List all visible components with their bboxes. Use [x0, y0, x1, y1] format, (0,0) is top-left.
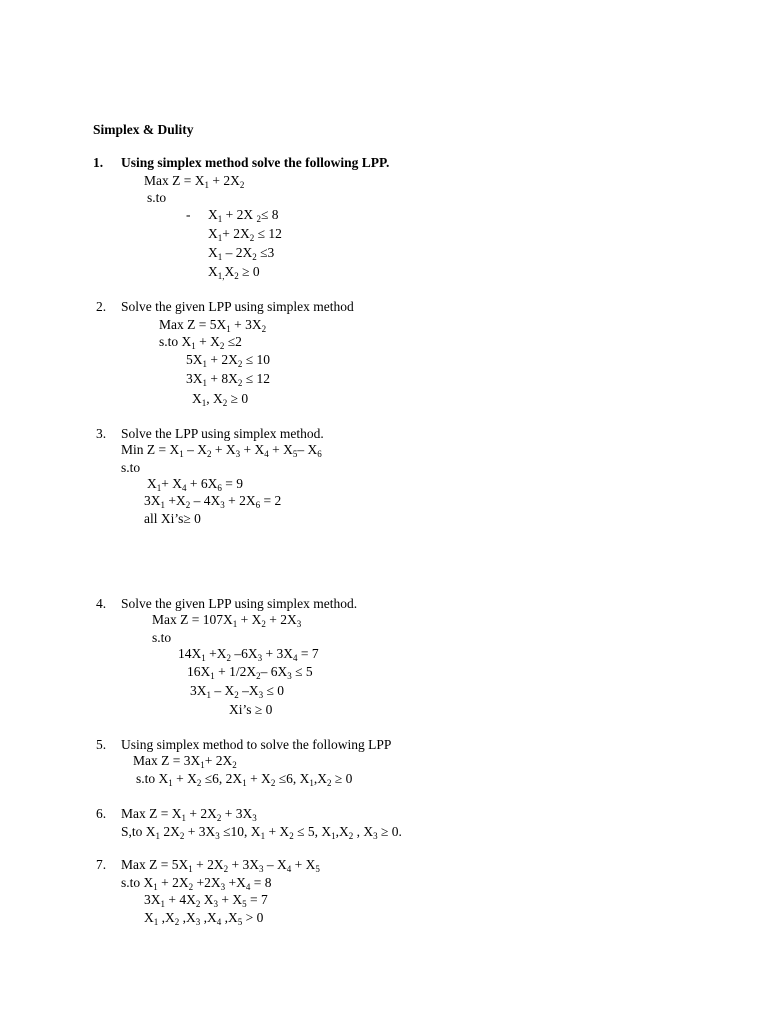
equation-text: ,X — [221, 910, 238, 925]
subscript: 1 — [155, 831, 161, 841]
problem-1-line — [186, 208, 191, 222]
problem-5-line — [136, 772, 352, 786]
subscript: 1 — [206, 690, 211, 700]
equation-text: X — [208, 226, 218, 241]
problem-7-line — [144, 911, 263, 925]
problem-4-line — [187, 665, 313, 679]
equation-text: + 2X — [265, 612, 297, 627]
subscript: 1 — [160, 500, 165, 510]
subscript: 1 — [168, 778, 173, 788]
equation-text: –6X — [231, 646, 258, 661]
equation-text: ,X — [200, 910, 217, 925]
subscript: 3 — [373, 831, 378, 841]
equation-text: – 6X — [260, 664, 288, 679]
equation-text: 3X — [186, 371, 203, 386]
equation-text: X — [192, 391, 202, 406]
equation-text: X — [208, 207, 218, 222]
subscript: 2 — [226, 653, 231, 663]
subscript: 2 — [234, 690, 239, 700]
equation-text: Xi’s ≥ 0 — [229, 702, 273, 717]
subscript: 1 — [204, 180, 209, 190]
equation-text: – 2X — [222, 245, 253, 260]
equation-text: ≤ 12 — [254, 226, 282, 241]
problem-4-line — [178, 647, 319, 661]
equation-text: + 3X — [262, 646, 293, 661]
equation-text: – X — [183, 442, 207, 457]
problem-3-line — [147, 477, 243, 491]
subscript: 1 — [260, 831, 266, 841]
equation-text: - — [186, 207, 191, 222]
problem-7-line — [144, 893, 268, 907]
equation-text: X — [208, 264, 218, 279]
subscript: 2 — [289, 831, 294, 841]
equation-text: ≥ 0 — [227, 391, 249, 406]
equation-text: 16X — [187, 664, 211, 679]
equation-text: – X — [211, 683, 235, 698]
subscript: 1 — [179, 449, 184, 459]
equation-text: + X — [246, 771, 271, 786]
subscript: 1 — [217, 233, 223, 243]
subscript: 1, — [217, 271, 225, 281]
equation-text: ≤6, X — [275, 771, 310, 786]
problem-5-line — [133, 754, 237, 768]
subscript: 2 — [195, 899, 201, 909]
equation-text: all Xi’s≥ 0 — [144, 511, 201, 526]
equation-text: ≤10, X — [219, 824, 261, 839]
subscript: 3 — [235, 449, 241, 459]
subscript: 4 — [293, 653, 298, 663]
equation-text: –X — [238, 683, 259, 698]
equation-text: + X — [218, 892, 243, 907]
equation-text: +X — [205, 646, 227, 661]
problem-6-line — [121, 825, 402, 839]
problem-1-line — [208, 227, 282, 241]
problem-6-line — [121, 807, 257, 821]
subscript: 2 — [232, 760, 237, 770]
equation-text: s.to X — [159, 334, 192, 349]
equation-text: ≤ 0 — [263, 683, 285, 698]
subscript: 3 — [258, 864, 264, 874]
subscript: 1 — [232, 619, 238, 629]
subscript: 1 — [202, 378, 207, 388]
subscript: 2 — [252, 252, 257, 262]
problem-3-line — [121, 443, 322, 457]
problem-7-line — [121, 876, 272, 890]
equation-text: , X — [206, 391, 223, 406]
equation-text: 5X — [186, 352, 203, 367]
equation-text: ,X — [158, 910, 175, 925]
problem-2-line — [159, 335, 242, 349]
problem-2-line — [186, 353, 270, 367]
equation-text: s.to — [152, 630, 172, 645]
equation-text: – 4X — [190, 493, 221, 508]
subscript: 4 — [286, 864, 292, 874]
subscript: 2 — [219, 341, 225, 351]
equation-text: Max Z = 5X — [121, 857, 189, 872]
equation-text: +X — [165, 493, 186, 508]
equation-text: X — [224, 264, 235, 279]
subscript: 5 — [237, 917, 243, 927]
problem-1-line — [147, 191, 166, 205]
problem-2-line — [192, 392, 248, 406]
equation-text: + X — [211, 442, 236, 457]
subscript: 1 — [226, 324, 231, 334]
equation-text: + 3X — [228, 857, 259, 872]
equation-text: + 2X — [192, 857, 224, 872]
equation-text: + X — [172, 771, 197, 786]
subscript: 2 — [234, 271, 239, 281]
problem-4-heading: Solve the given LPP using simplex method. — [121, 596, 358, 611]
subscript: 3 — [220, 500, 225, 510]
problem-1-line — [208, 265, 260, 279]
subscript: 2 — [261, 324, 267, 334]
problem-1-heading: Using simplex method solve the following LPP. — [121, 155, 390, 170]
equation-text: + 8X — [207, 371, 238, 386]
equation-text: ≤ 12 — [242, 371, 271, 386]
equation-text: +X — [225, 875, 246, 890]
subscript: 1 — [188, 864, 193, 874]
equation-text: X — [200, 892, 214, 907]
subscript: 1 — [309, 778, 314, 788]
equation-text: + 2X — [208, 173, 240, 188]
subscript: 2 — [239, 180, 245, 190]
equation-text: ,X — [335, 824, 349, 839]
subscript: 3 — [215, 831, 220, 841]
subscript: 4 — [264, 449, 269, 459]
equation-text: Max Z = 3X — [133, 753, 201, 768]
subscript: 1 — [153, 882, 158, 892]
equation-text: ≤ 5, X — [293, 824, 332, 839]
equation-text: s.to — [147, 190, 167, 205]
subscript: 2 — [326, 778, 332, 788]
problem-2-line — [159, 318, 266, 332]
subscript: 6 — [217, 483, 222, 493]
equation-text: + 1/2X — [214, 664, 257, 679]
equation-text: > 0 — [242, 910, 264, 925]
equation-text: + X — [195, 334, 220, 349]
subscript: 2 — [237, 378, 243, 388]
equation-text: 3X — [144, 493, 161, 508]
problem-4-number: 4. — [96, 596, 107, 611]
problem-5-heading: Using simplex method to solve the following LPP — [121, 737, 392, 752]
equation-text: + 6X — [186, 476, 218, 491]
problem-1-number: 1. — [93, 155, 104, 170]
equation-text: ≤2 — [224, 334, 242, 349]
problem-7-number: 7. — [96, 857, 107, 872]
equation-text: ,X — [179, 910, 196, 925]
subscript: 2 — [237, 359, 243, 369]
equation-text: ≥ 0 — [238, 264, 260, 279]
equation-text: ≥ 0. — [377, 824, 402, 839]
equation-text: X — [144, 910, 154, 925]
subscript: 4 — [216, 917, 222, 927]
equation-text: + 2X — [224, 493, 256, 508]
equation-text: + 4X — [165, 892, 196, 907]
subscript: 2 — [196, 778, 202, 788]
problem-3-line — [121, 461, 140, 475]
document-title: Simplex & Dulity — [93, 122, 194, 137]
equation-text: X — [208, 245, 218, 260]
equation-text: Max Z = X — [144, 173, 205, 188]
equation-text: 2X — [160, 824, 180, 839]
subscript: 2 — [223, 864, 229, 874]
subscript: 2 — [256, 214, 261, 224]
equation-text: = 9 — [221, 476, 243, 491]
equation-text: + 3X — [184, 824, 216, 839]
subscript: 1 — [201, 653, 206, 663]
subscript: 2 — [249, 233, 255, 243]
equation-text: = 7 — [246, 892, 268, 907]
problem-3-line — [144, 494, 281, 508]
subscript: 1 — [217, 252, 223, 262]
equation-text: = 2 — [260, 493, 282, 508]
subscript: 3 — [195, 917, 201, 927]
subscript: 1 — [331, 831, 336, 841]
equation-text: + 2X — [157, 875, 189, 890]
problem-3-number: 3. — [96, 426, 107, 441]
equation-text: ≤3 — [256, 245, 275, 260]
equation-text: + X — [237, 612, 262, 627]
subscript: 2 — [207, 449, 212, 459]
problem-7-line — [121, 858, 320, 872]
subscript: 6 — [255, 500, 261, 510]
equation-text: + 2X — [207, 352, 238, 367]
subscript: 2 — [216, 813, 222, 823]
equation-text: + 3X — [221, 806, 253, 821]
subscript: 3 — [213, 899, 218, 909]
equation-text: + 2X — [185, 806, 217, 821]
problem-2-line — [186, 372, 270, 386]
equation-text: + X — [291, 857, 316, 872]
subscript: 1 — [181, 813, 186, 823]
equation-text: Max Z = 5X — [159, 317, 227, 332]
equation-text: ≥ 0 — [331, 771, 353, 786]
subscript: 2 — [348, 831, 354, 841]
subscript: 2 — [174, 917, 180, 927]
subscript: 4 — [182, 483, 187, 493]
subscript: 3 — [296, 619, 302, 629]
problem-5-number: 5. — [96, 737, 107, 752]
subscript: 2 — [188, 882, 194, 892]
subscript: 1 — [242, 778, 247, 788]
equation-text: = 7 — [297, 646, 319, 661]
subscript: 5 — [292, 449, 298, 459]
equation-text: ≤ 8 — [261, 207, 279, 222]
subscript: 1 — [200, 760, 205, 770]
subscript: 2 — [261, 619, 266, 629]
equation-text: +2X — [193, 875, 221, 890]
subscript: 6 — [317, 449, 322, 459]
equation-text: s.to X — [136, 771, 169, 786]
subscript: 2 — [270, 778, 276, 788]
subscript: 2 — [256, 671, 261, 681]
subscript: 4 — [245, 882, 251, 892]
equation-text: + 2X — [222, 207, 257, 222]
equation-text: ≤6, 2X — [201, 771, 243, 786]
equation-text: + 2X — [222, 226, 250, 241]
problem-1-line — [208, 208, 279, 222]
equation-text: X — [147, 476, 157, 491]
equation-text: s.to — [121, 460, 141, 475]
subscript: 1 — [160, 899, 165, 909]
equation-text: + X — [161, 476, 182, 491]
equation-text: s.to X — [121, 875, 154, 890]
equation-text: S,to X — [121, 824, 156, 839]
equation-text: + 3X — [230, 317, 262, 332]
equation-text: – X — [263, 857, 287, 872]
equation-text: 14X — [178, 646, 202, 661]
problem-2-number: 2. — [96, 299, 107, 314]
problem-3-heading: Solve the LPP using simplex method. — [121, 426, 324, 441]
equation-text: Max Z = 107X — [152, 612, 233, 627]
problem-1-line — [208, 246, 274, 260]
equation-text: ,X — [313, 771, 327, 786]
subscript: 2 — [222, 398, 228, 408]
subscript: 1 — [153, 917, 159, 927]
problem-6-number: 6. — [96, 806, 107, 821]
subscript: 2 — [185, 500, 191, 510]
equation-text: ≤ 10 — [242, 352, 271, 367]
equation-text: 3X — [190, 683, 207, 698]
equation-text: ≤ 5 — [291, 664, 313, 679]
subscript: 5 — [315, 864, 320, 874]
subscript: 5 — [242, 899, 247, 909]
problem-3-line — [144, 512, 201, 526]
equation-text: + X — [265, 824, 290, 839]
subscript: 3 — [252, 813, 257, 823]
equation-text: – X — [297, 442, 318, 457]
subscript: 2 — [179, 831, 185, 841]
equation-text: Max Z = X — [121, 806, 182, 821]
equation-text: + 2X — [204, 753, 233, 768]
subscript: 1 — [191, 341, 196, 351]
subscript: 1 — [156, 483, 162, 493]
subscript: 3 — [220, 882, 226, 892]
problem-1-line — [144, 174, 244, 188]
equation-text: , X — [353, 824, 374, 839]
equation-text: + X — [240, 442, 265, 457]
subscript: 3 — [287, 671, 292, 681]
problem-4-line — [229, 703, 272, 717]
equation-text: = 8 — [250, 875, 272, 890]
equation-text: Min Z = X — [121, 442, 180, 457]
equation-text: + X — [268, 442, 293, 457]
subscript: 1 — [217, 214, 223, 224]
problem-2-heading: Solve the given LPP using simplex method — [121, 299, 354, 314]
subscript: 3 — [257, 653, 263, 663]
equation-text: 3X — [144, 892, 161, 907]
problem-4-line — [152, 631, 171, 645]
subscript: 1 — [202, 359, 207, 369]
subscript: 3 — [258, 690, 264, 700]
problem-4-line — [152, 613, 301, 627]
subscript: 1 — [210, 671, 215, 681]
subscript: 1 — [201, 398, 207, 408]
problem-4-line — [190, 684, 284, 698]
